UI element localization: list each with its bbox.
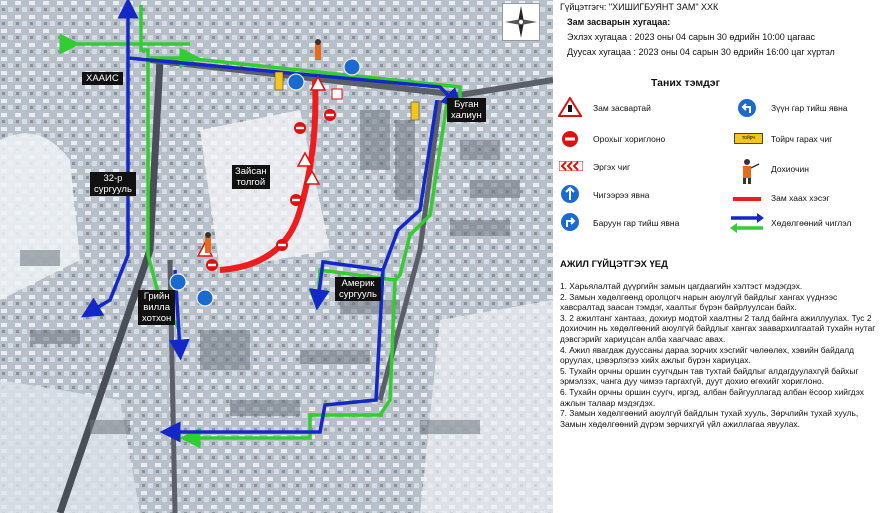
step-1: 1. Харьялалтай дүүргийн замын цагдаагийн хэлтэст мэдэгдэх. (560, 281, 803, 291)
label-school-32: 32-р сургууль (90, 172, 136, 196)
road-works-icon (558, 97, 582, 117)
period-start: Эхлэх хугацаа : 2023 оны 04 сарын 30 өдрийн 10:00 цагаас (567, 32, 815, 42)
legend-closed-section: Зам хаах хэсэг (771, 193, 830, 203)
no-entry-icon (561, 130, 579, 148)
period-end: Дуусах хугацаа : 2023 оны 04 сарын 30 өдрийн 16:00 цаг хүртэл (567, 47, 835, 57)
step-7: 7. Замын хөдөлгөөний аюулгүй байдлын тухай хууль, Зөрчлийн тухай хууль, Замын хөдөлгөөний дүрэм зөрчихгүй үйл ажиллагаа явуулах. (560, 408, 859, 429)
info-panel (553, 0, 883, 513)
legend-no-entry: Орохыг хориглоно (593, 134, 666, 144)
legend-flagger: Дохиочин (771, 164, 809, 174)
label-haais: ХААИС (82, 72, 123, 85)
detour-sign-icon (734, 133, 763, 144)
contractor-text: Гүйцэтгэгч: "ХИШИГБУЯНТ ЗАМ" ХХК (560, 2, 719, 12)
traffic-direction-icon (729, 212, 765, 234)
label-america-school: Америк сургууль (335, 277, 381, 301)
turn-left-icon (737, 98, 757, 118)
straight-arrow-icon (560, 184, 580, 204)
legend-turn-chevron: Эргэх чиг (593, 162, 631, 172)
flagger-icon (734, 158, 760, 184)
step-3: 3. 2 ажилтанг хантааз, дохиур модтой хаалтны 2 талд байнга ажиллуулах. Тус 2 дохиочин нь хөдөлгөөний аюулгүй байдлыг хангах заавархилгаатай тухайн нутаг дэвсгэрийг хариуцсан алба хаагчаас авах. (560, 312, 876, 344)
detour-sign-text: тойрч (741, 135, 756, 141)
legend-traffic-direction: Хөдөлгөөний чиглэл (771, 218, 852, 228)
step-5: 5. Тухайн орчны оршин суугчдын тав тухтай байдлыг алдагдуулахгүй байхыг эрмэлзэх, чанга дуу чимээ гаргахгүй, дуут дохио өгөхийг хориглоно. (560, 365, 859, 387)
work-steps (560, 281, 878, 429)
period-title: Зам засварын хугацаа: (567, 17, 671, 27)
compass-icon (502, 3, 540, 41)
legend-turn-left: Зүүн гар тийш явна (771, 103, 848, 113)
legend-road-works: Зам засвартай (593, 103, 651, 113)
step-6: 6. Тухайн орчны оршин суугч, иргэд, албан байгууллагад албан ёсоор хийгдэх ажлын талаар мэдэгдэх. (560, 386, 864, 408)
closed-section-swatch (733, 197, 761, 201)
legend-turn-right: Баруун гар тийш явна (593, 218, 680, 228)
turn-right-icon (560, 212, 580, 232)
turn-chevron-icon (559, 161, 583, 171)
legend-title: Таних тэмдэг (651, 77, 720, 89)
work-title: АЖИЛ ГҮЙЦЭТГЭХ ҮЕД (560, 259, 668, 270)
label-zaisan: Зайсан толгой (232, 165, 270, 189)
legend-detour: Тойрч гарах чиг (771, 134, 833, 144)
step-4: 4. Ажил явагдаж дууссаны дараа зорчих хэсгийг чөлөөлөх, хэвийн байдалд оруулах, цэвэрлэгээ хийх ажлыг бүрэн хариуцах. (560, 344, 855, 366)
label-green-villa: Грийн вилла хотхон (138, 290, 175, 325)
step-2: 2. Замын хөдөлгөөнд оролцогч нарын аюулгүй байдлыг хангах үүднээс хавсралтад заасан тэмдэг, хаалтыг бүрэн байрлуулсан байх. (560, 291, 838, 313)
legend-straight: Чигээрээ явна (593, 190, 650, 200)
label-bugan-haliun: Буган халиун (447, 98, 486, 122)
